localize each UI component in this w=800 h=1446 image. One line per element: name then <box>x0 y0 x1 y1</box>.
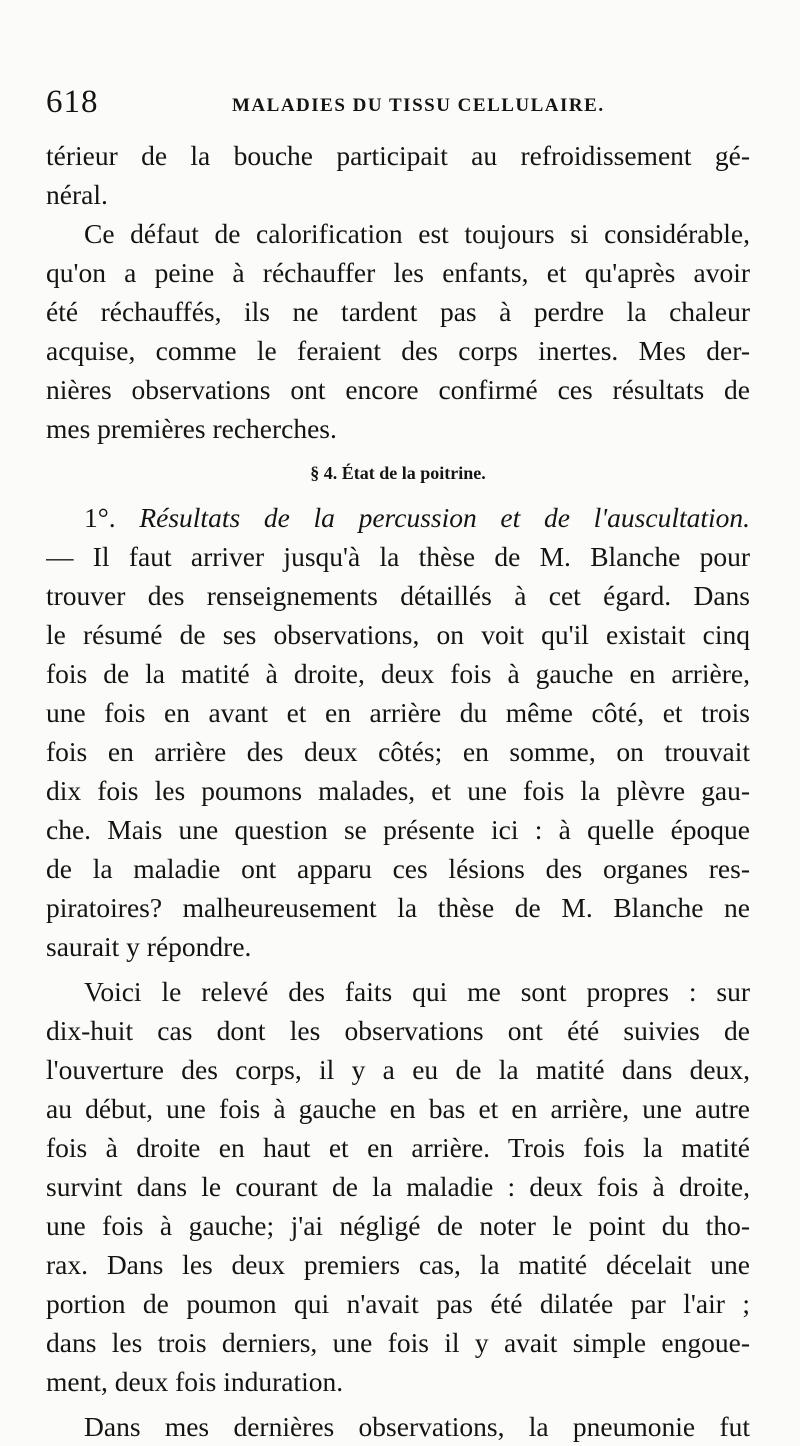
text-line: une fois à gauche; j'ai négligé de noter le point du tho- <box>46 1210 750 1241</box>
text-line: ment, deux fois induration. <box>46 1366 344 1397</box>
page-header <box>40 84 760 128</box>
text-line: piratoires? malheureusement la thèse de M. Blanche ne <box>46 892 750 923</box>
text-line: — Il faut arriver jusqu'à la thèse de M. Blanche pour <box>46 541 750 572</box>
text-line: été réchauffés, ils ne tardent pas à perdre la chaleur <box>46 296 750 327</box>
text-line: l'ouverture des corps, il y a eu de la matité dans deux, <box>46 1054 750 1085</box>
text-line: dix fois les poumons malades, et une fois la plèvre gau- <box>46 775 750 806</box>
page-number: 618 <box>46 84 99 120</box>
text-line: mes premières recherches. <box>46 413 337 444</box>
text-line: che. Mais une question se présente ici : à quelle époque <box>46 814 750 845</box>
text-line: fois en arrière des deux côtés; en somme, on trouvait <box>46 736 750 767</box>
running-head: MALADIES DU TISSU CELLULAIRE. <box>232 95 605 116</box>
text-line: Ce défaut de calorification est toujours si considérable, <box>84 218 750 249</box>
subsection-number: 1°. <box>84 502 116 533</box>
text-line: qu'on a peine à réchauffer les enfants, et qu'après avoir <box>46 257 750 288</box>
text-line: une fois en avant et en arrière du même côté, et trois <box>46 697 750 728</box>
text-line: portion de poumon qui n'avait pas été dilatée par l'air ; <box>46 1288 750 1319</box>
text-line: saurait y répondre. <box>46 931 252 962</box>
text-line: acquise, comme le feraient des corps inertes. Mes der- <box>46 335 750 366</box>
text-line: dix-huit cas dont les observations ont été suivies de <box>46 1015 750 1046</box>
subsection-title: Résultats de la percussion et de l'auscultation. <box>139 502 750 533</box>
text-line: rax. Dans les deux premiers cas, la matité décelait une <box>46 1249 750 1280</box>
text-line: dans les trois derniers, une fois il y avait simple engoue- <box>46 1327 750 1358</box>
text-line: néral. <box>46 179 108 210</box>
text-line: nières observations ont encore confirmé ces résultats de <box>46 374 750 405</box>
text-line: survint dans le courant de la maladie : deux fois à droite, <box>46 1171 750 1202</box>
text-line: térieur de la bouche participait au refroidissement gé- <box>46 140 750 171</box>
text-line: Dans mes dernières observations, la pneumonie fut <box>84 1411 750 1442</box>
text-line: Voici le relevé des faits qui me sont propres : sur <box>84 976 750 1007</box>
section-heading: § 4. État de la poitrine. <box>310 463 486 483</box>
text-line: de la maladie ont apparu ces lésions des organes res- <box>46 853 750 884</box>
text-line: fois de la matité à droite, deux fois à gauche en arrière, <box>46 658 750 689</box>
text-line: au début, une fois à gauche en bas et en arrière, une autre <box>46 1093 750 1124</box>
text-line: trouver des renseignements détaillés à cet égard. Dans <box>46 580 750 611</box>
body-text <box>46 136 750 1446</box>
subsection-heading-line <box>46 498 750 537</box>
text-line: fois à droite en haut et en arrière. Trois fois la matité <box>46 1132 750 1163</box>
text-line: le résumé de ses observations, on voit qu'il existait cinq <box>46 619 750 650</box>
